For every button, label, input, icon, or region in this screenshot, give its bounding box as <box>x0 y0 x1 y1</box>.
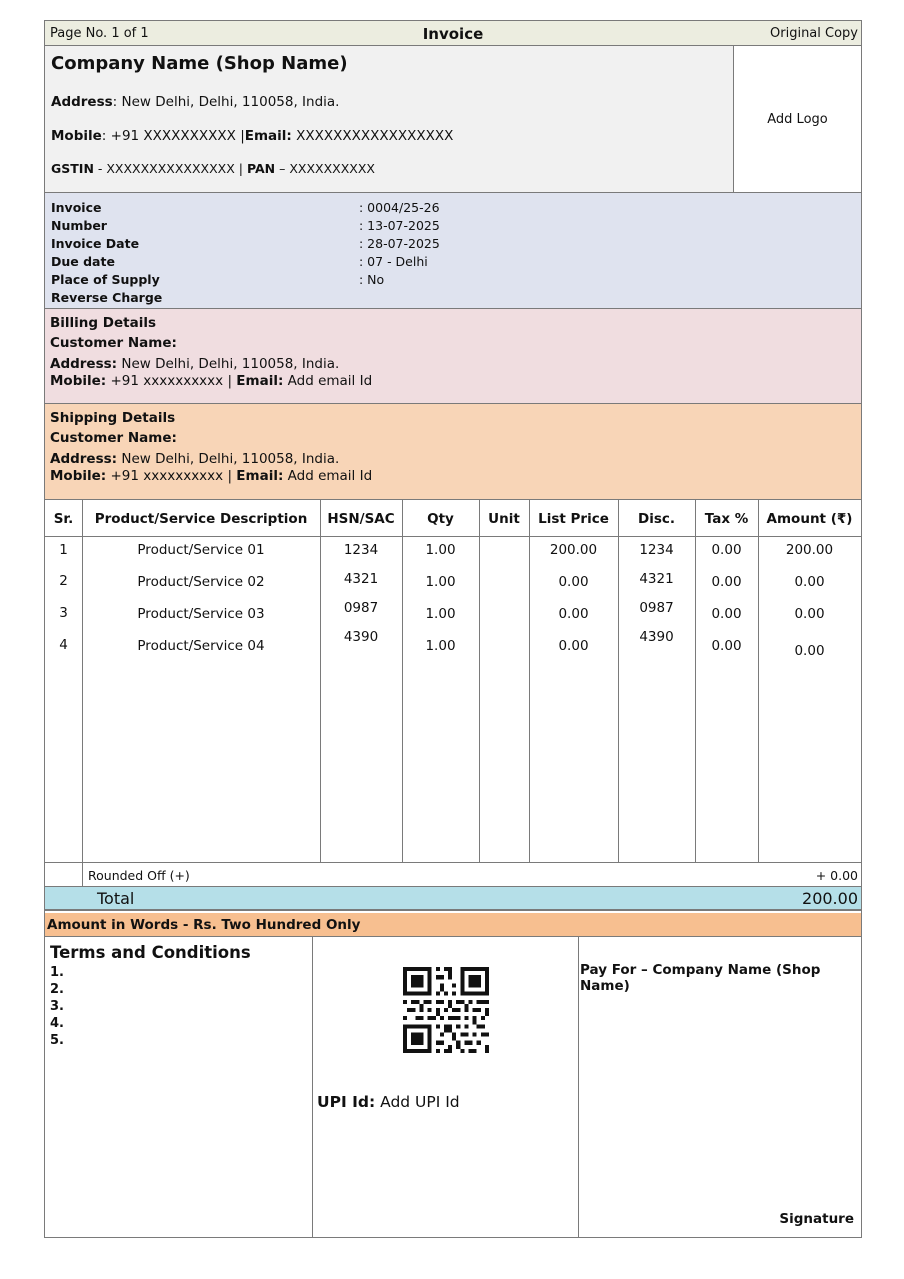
meta-label: Invoice <box>51 200 102 215</box>
cell-amount: 0.00 <box>794 643 825 659</box>
cell-list-price: 0.00 <box>558 638 589 654</box>
cell-hsn: 0987 <box>343 600 379 616</box>
cell-qty: 1.00 <box>425 606 456 622</box>
billing-email-value: Add email Id <box>283 373 373 389</box>
cell-hsn: 4390 <box>343 629 379 645</box>
billing-customer-name: Customer Name: <box>50 335 177 351</box>
signature-label: Signature <box>779 1211 854 1227</box>
meta-label: Due date <box>51 254 115 269</box>
invoice-number-date: : 13-07-2025 <box>359 218 440 233</box>
col-header-description: Product/Service Description <box>94 511 308 527</box>
logo-placeholder[interactable] <box>734 46 861 193</box>
cell-qty: 1.00 <box>425 574 456 590</box>
cell-discount: 1234 <box>639 542 674 558</box>
term-item: 3. <box>50 999 64 1014</box>
meta-label: Place of Supply <box>51 272 160 287</box>
term-item: 1. <box>50 965 64 980</box>
cell-description: Product/Service 01 <box>137 542 265 558</box>
rounded-off-label: Rounded Off (+) <box>88 868 190 883</box>
billing-mobile-value: +91 xxxxxxxxxx | <box>106 373 237 389</box>
rounded-off-row <box>45 862 861 887</box>
logo-text: Add Logo <box>767 112 828 127</box>
email-label: Email: <box>244 128 292 144</box>
cell-sr: 4 <box>59 637 68 653</box>
invoice-footer <box>45 937 861 1237</box>
pan-value: – XXXXXXXXXX <box>275 161 375 176</box>
document-title: Invoice <box>422 25 484 43</box>
cell-qty: 1.00 <box>425 638 456 654</box>
col-header-discount: Disc. <box>638 511 675 527</box>
billing-email-label: Email: <box>236 373 284 389</box>
company-tax-ids <box>51 161 375 176</box>
mobile-value: : +91 XXXXXXXXXX | <box>101 128 245 144</box>
shipping-title: Shipping Details <box>50 410 176 426</box>
invoice-number: : 0004/25-26 <box>359 200 440 215</box>
cell-sr: 3 <box>59 605 68 621</box>
cell-list-price: 0.00 <box>558 574 589 590</box>
page-number: Page No. 1 of 1 <box>50 26 149 41</box>
billing-address <box>50 356 339 372</box>
invoice-date: : 28-07-2025 <box>359 236 440 251</box>
col-header-sr: Sr. <box>53 511 74 527</box>
upi-qr-code-icon <box>403 967 489 1053</box>
shipping-email-label: Email: <box>236 468 284 484</box>
pay-for: Pay For – Company Name (Shop Name) <box>580 962 821 994</box>
items-table <box>45 500 861 862</box>
gstin-value: - XXXXXXXXXXXXXXX | <box>93 161 247 176</box>
cell-tax: 0.00 <box>711 638 742 654</box>
shipping-email-value: Add email Id <box>283 468 373 484</box>
total-row <box>45 887 861 911</box>
cell-description: Product/Service 03 <box>137 606 265 622</box>
address-value: : New Delhi, Delhi, 110058, India. <box>112 94 340 110</box>
cell-sr: 1 <box>59 542 68 558</box>
invoice-header-bar <box>45 21 861 46</box>
cell-tax: 0.00 <box>711 574 742 590</box>
billing-address-value: New Delhi, Delhi, 110058, India. <box>117 356 340 372</box>
shipping-contact <box>50 468 372 484</box>
billing-address-label: Address: <box>50 356 118 372</box>
col-header-amount: Amount (₹) <box>766 511 853 527</box>
shipping-details <box>45 404 861 500</box>
invoice-sheet <box>44 20 862 1238</box>
terms-list <box>50 964 64 1049</box>
email-value: XXXXXXXXXXXXXXXXX <box>291 128 454 144</box>
shipping-address-value: New Delhi, Delhi, 110058, India. <box>117 451 340 467</box>
shipping-address <box>50 451 339 467</box>
cell-description: Product/Service 02 <box>137 574 265 590</box>
cell-tax: 0.00 <box>711 606 742 622</box>
meta-label: Reverse Charge <box>51 290 163 305</box>
table-header <box>45 500 861 537</box>
shipping-mobile-value: +91 xxxxxxxxxx | <box>106 468 237 484</box>
term-item: 5. <box>50 1033 64 1048</box>
cell-discount: 0987 <box>639 600 674 616</box>
pan-label: PAN <box>246 161 276 176</box>
rounded-off-value: + 0.00 <box>815 868 858 883</box>
cell-tax: 0.00 <box>711 542 742 558</box>
cell-hsn: 4321 <box>343 571 379 587</box>
shipping-address-label: Address: <box>50 451 118 467</box>
company-contact <box>51 128 453 144</box>
shipping-customer-name: Customer Name: <box>50 430 177 446</box>
cell-list-price: 0.00 <box>558 606 589 622</box>
upi-label: UPI Id: <box>317 1093 376 1111</box>
shipping-mobile-label: Mobile: <box>50 468 107 484</box>
copy-type: Original Copy <box>770 26 858 41</box>
column-divider <box>312 937 313 1237</box>
cell-amount: 200.00 <box>785 542 834 558</box>
address-label: Address <box>51 94 113 110</box>
col-header-tax: Tax % <box>704 511 749 527</box>
column-divider <box>82 863 83 887</box>
cell-description: Product/Service 04 <box>137 638 265 654</box>
upi-value: Add UPI Id <box>380 1093 460 1111</box>
billing-title: Billing Details <box>50 315 156 331</box>
cell-discount: 4390 <box>639 629 674 645</box>
cell-amount: 0.00 <box>794 574 825 590</box>
billing-details <box>45 309 861 404</box>
billing-mobile-label: Mobile: <box>50 373 107 389</box>
company-name: Company Name (Shop Name) <box>51 53 348 74</box>
cell-discount: 4321 <box>639 571 674 587</box>
upi-id <box>317 1093 460 1111</box>
column-divider <box>479 500 480 862</box>
mobile-label: Mobile <box>51 128 102 144</box>
cell-amount: 0.00 <box>794 606 825 622</box>
billing-contact <box>50 373 372 389</box>
col-header-hsn: HSN/SAC <box>327 511 395 527</box>
cell-list-price: 200.00 <box>549 542 598 558</box>
cell-sr: 2 <box>59 573 68 589</box>
place-of-supply: : 07 - Delhi <box>359 254 428 269</box>
company-details <box>45 46 734 193</box>
col-header-list-price: List Price <box>538 511 609 527</box>
col-header-unit: Unit <box>488 511 520 527</box>
company-address <box>51 94 339 110</box>
total-label: Total <box>97 889 135 908</box>
terms-title: Terms and Conditions <box>50 943 251 962</box>
term-item: 2. <box>50 982 64 997</box>
reverse-charge: : No <box>359 272 385 287</box>
amount-in-words <box>45 913 861 937</box>
meta-label: Invoice Date <box>51 236 140 251</box>
col-header-qty: Qty <box>427 511 454 527</box>
total-value: 200.00 <box>802 889 858 908</box>
cell-qty: 1.00 <box>425 542 456 558</box>
meta-label: Number <box>51 218 107 233</box>
gstin-label: GSTIN <box>51 161 94 176</box>
column-divider <box>578 937 579 1237</box>
term-item: 4. <box>50 1016 64 1031</box>
amount-in-words-text: Amount in Words - Rs. Two Hundred Only <box>47 917 361 933</box>
invoice-meta <box>45 193 861 309</box>
cell-hsn: 1234 <box>343 542 379 558</box>
